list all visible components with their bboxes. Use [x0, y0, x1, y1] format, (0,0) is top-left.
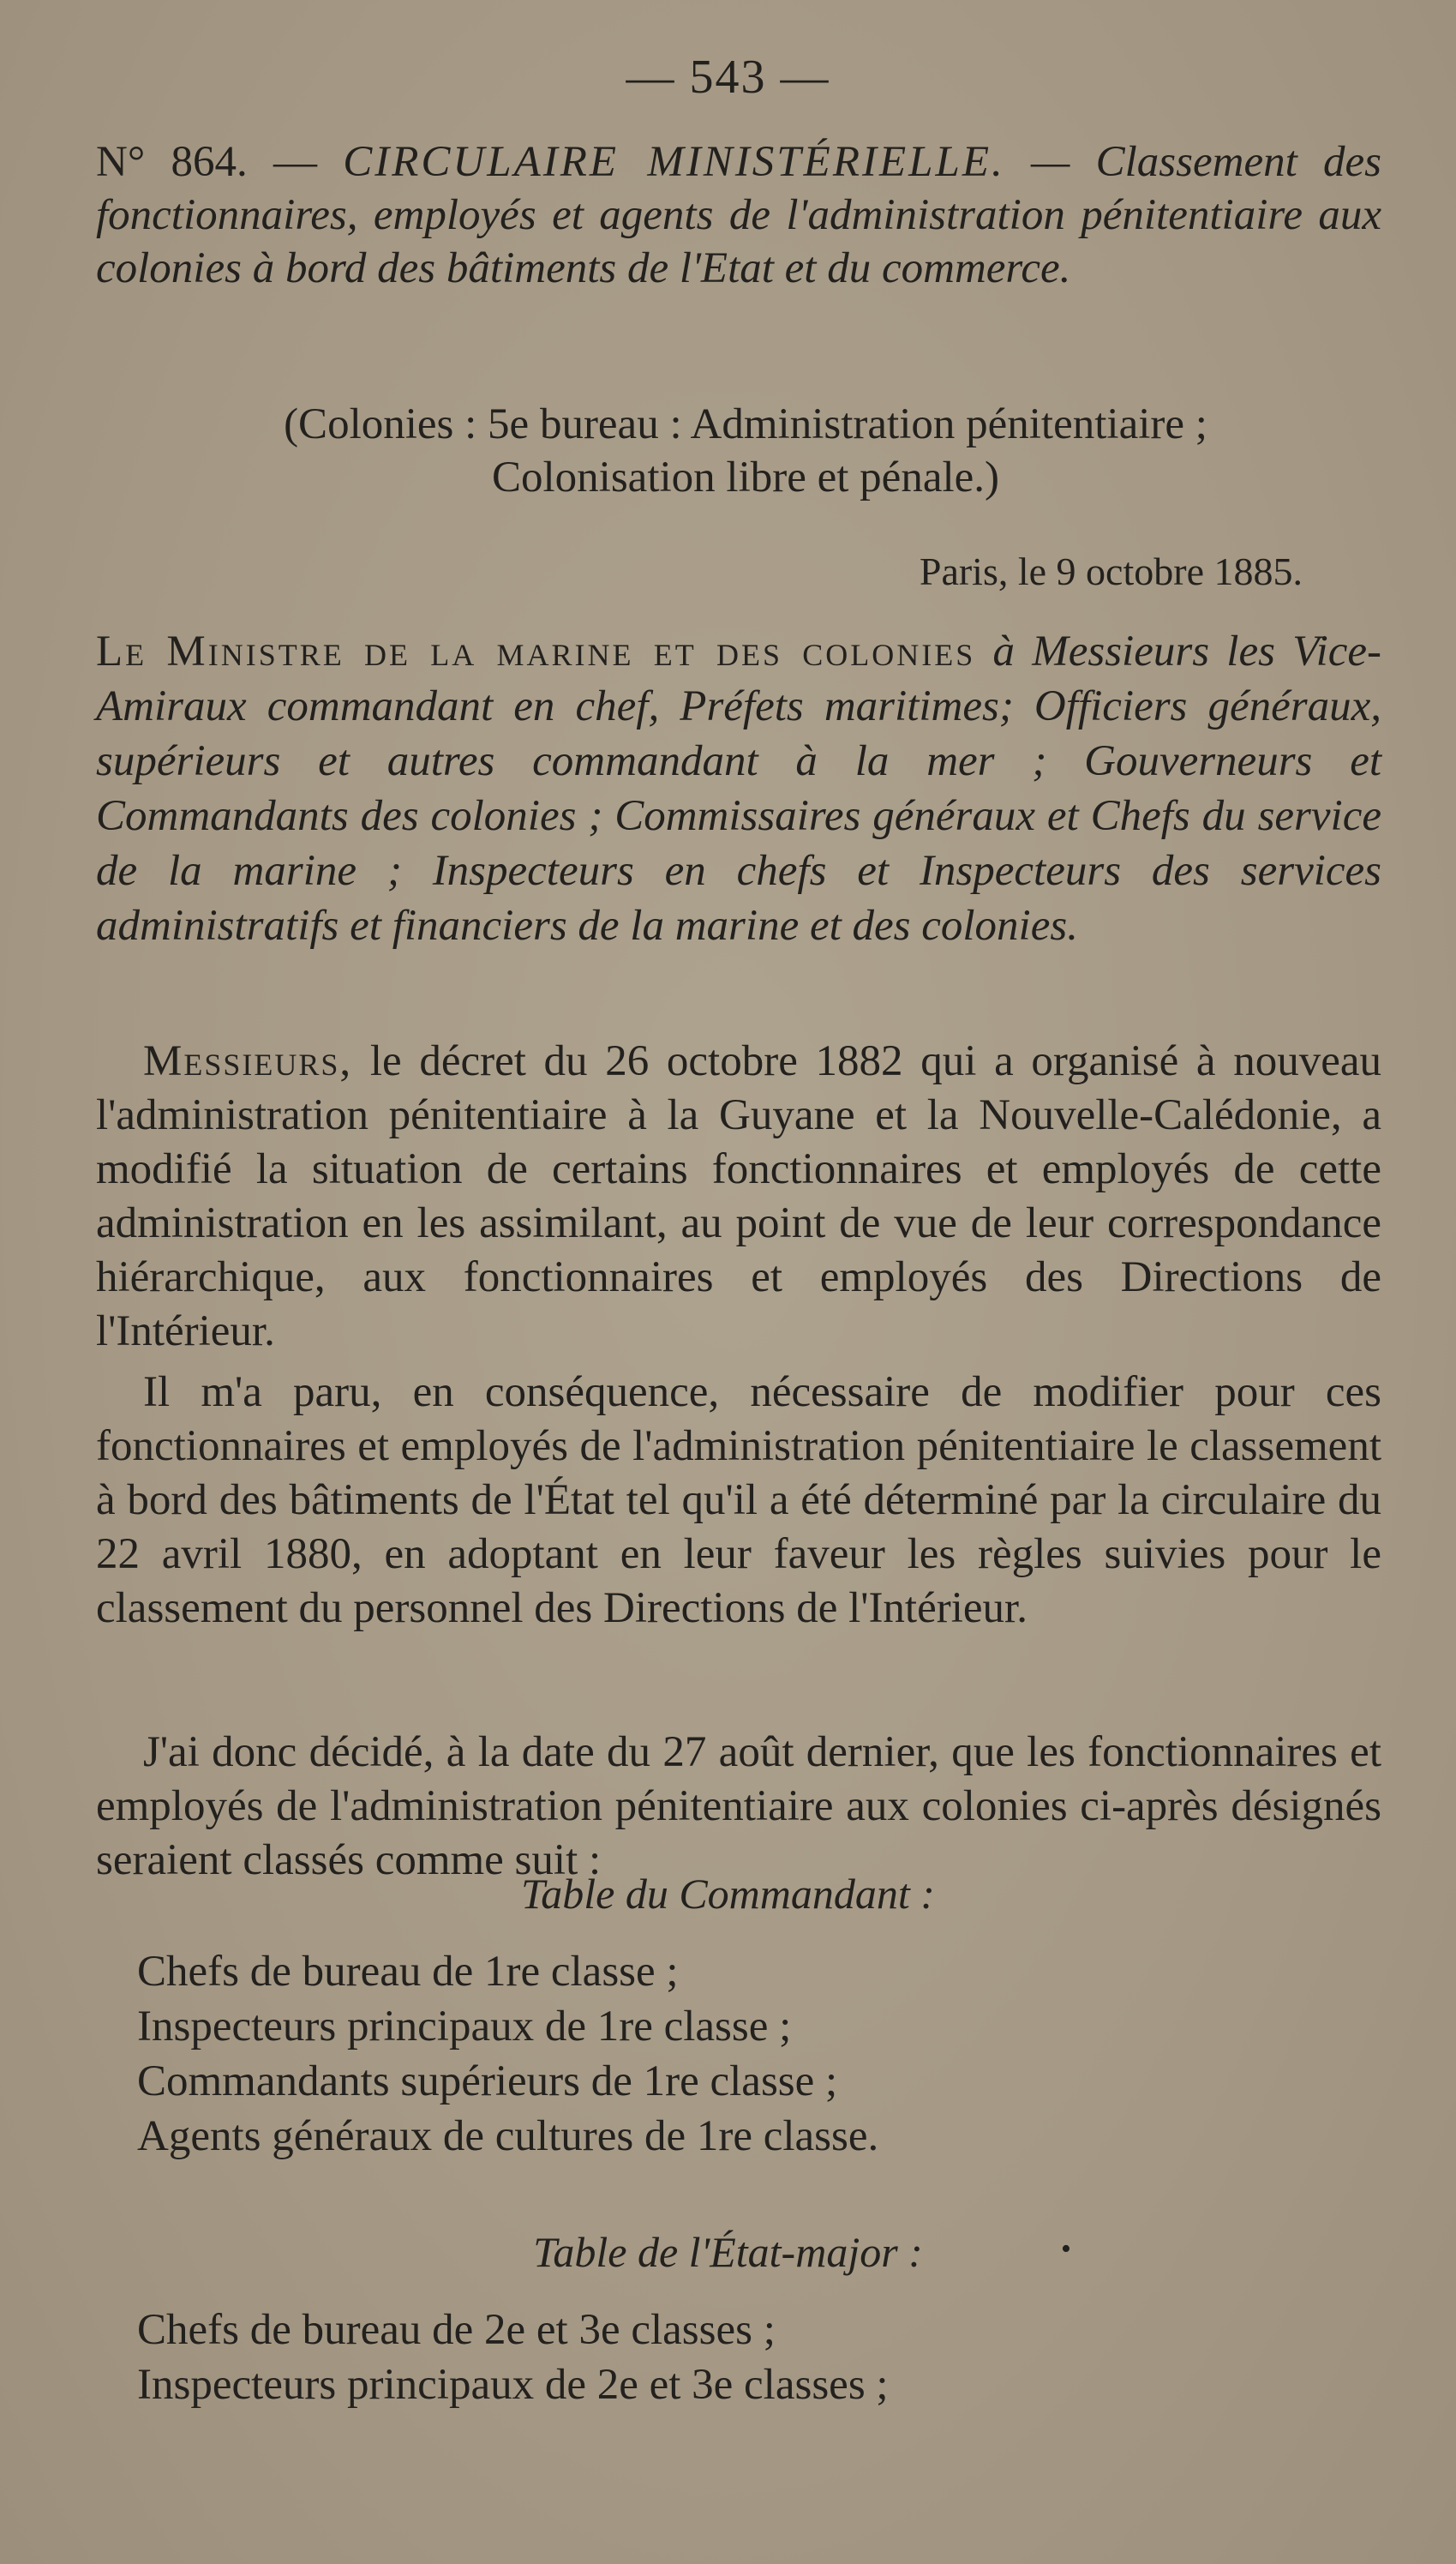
table-etat-major-heading: Table de l'État-major : [533, 2228, 923, 2276]
paragraph-3: J'ai donc décidé, à la date du 27 août dernier, que les fonctionnaires et employés de l'administration pénitentiaire aux colonies ci-après désignés seraient classés comme suit : [96, 1728, 1381, 1884]
circular-number: N° 864. — [96, 138, 317, 186]
table-etat-major-list [137, 2303, 1337, 2412]
list-item: Chefs de bureau de 1re classe ; [137, 1948, 679, 1996]
list-item: Inspecteurs principaux de 2e et 3e classes ; [137, 2361, 889, 2409]
stray-mark: • [1061, 2233, 1071, 2265]
table-commandant-heading: Table du Commandant : [521, 1870, 935, 1918]
circular-subject: — Classement des fonctionnaires, employés et agents de l'administration pénitentiaire aux colonies à bord des bâtiments de l'Etat et du commerce. [96, 138, 1382, 292]
list-item: Agents généraux de cultures de 1re classe. [137, 2112, 879, 2160]
address-block [96, 624, 1381, 953]
circular-type: CIRCULAIRE MINISTÉRIELLE. [343, 138, 1005, 186]
list-item: Chefs de bureau de 2e et 3e classes ; [137, 2306, 776, 2354]
recipients: à Messieurs les Vice-Amiraux commandant en chef, Préfets maritimes; Officiers généraux, supérieurs et autres commandant à la mer ; Gouverneurs et Commandants des colonies ; Commissaires généraux et Chefs du service de la marine ; Inspecteurs en chefs et Inspecteurs des services administratifs et financiers de la marine et des colonies. [96, 627, 1382, 950]
sender: Le Ministre de la marine et des colonies [96, 627, 976, 676]
issuing-services [189, 398, 1303, 504]
paragraph-1-text: le décret du 26 octobre 1882 qui a organisé à nouveau l'administration pénitentiaire à la Guyane et la Nouvelle-Calédonie, a modifié la situation de certains fonctionnaires et employés de cette administration en les assimilant, au point de vue de leur correspondance hiérarchique, aux fonctionnaires et employés des Directions de l'Intérieur. [96, 1037, 1382, 1355]
paragraph-2: Il m'a paru, en conséquence, nécessaire de modifier pour ces fonctionnaires et employés de l'administration pénitentiaire le classement à bord des bâtiments de l'État tel qu'il a été déterminé par la circulaire du 22 avril 1880, en adoptant en leur faveur les règles suivies pour le classement du personnel des Directions de l'Intérieur. [96, 1368, 1381, 1632]
table-commandant-list [137, 1944, 1337, 2164]
salutation: Messieurs, [143, 1037, 353, 1085]
page-number: — 543 — [626, 51, 830, 104]
list-item: Commandants supérieurs de 1re classe ; [137, 2057, 838, 2105]
services-line-2: Colonisation libre et pénale.) [491, 453, 999, 501]
list-item: Inspecteurs principaux de 1re classe ; [137, 2003, 792, 2051]
services-line-1: (Colonies : 5e bureau : Administration pénitentiaire ; [284, 400, 1207, 448]
circular-title [96, 135, 1381, 295]
paragraph-1 [96, 1035, 1381, 1359]
dateline: Paris, le 9 octobre 1885. [919, 549, 1303, 593]
